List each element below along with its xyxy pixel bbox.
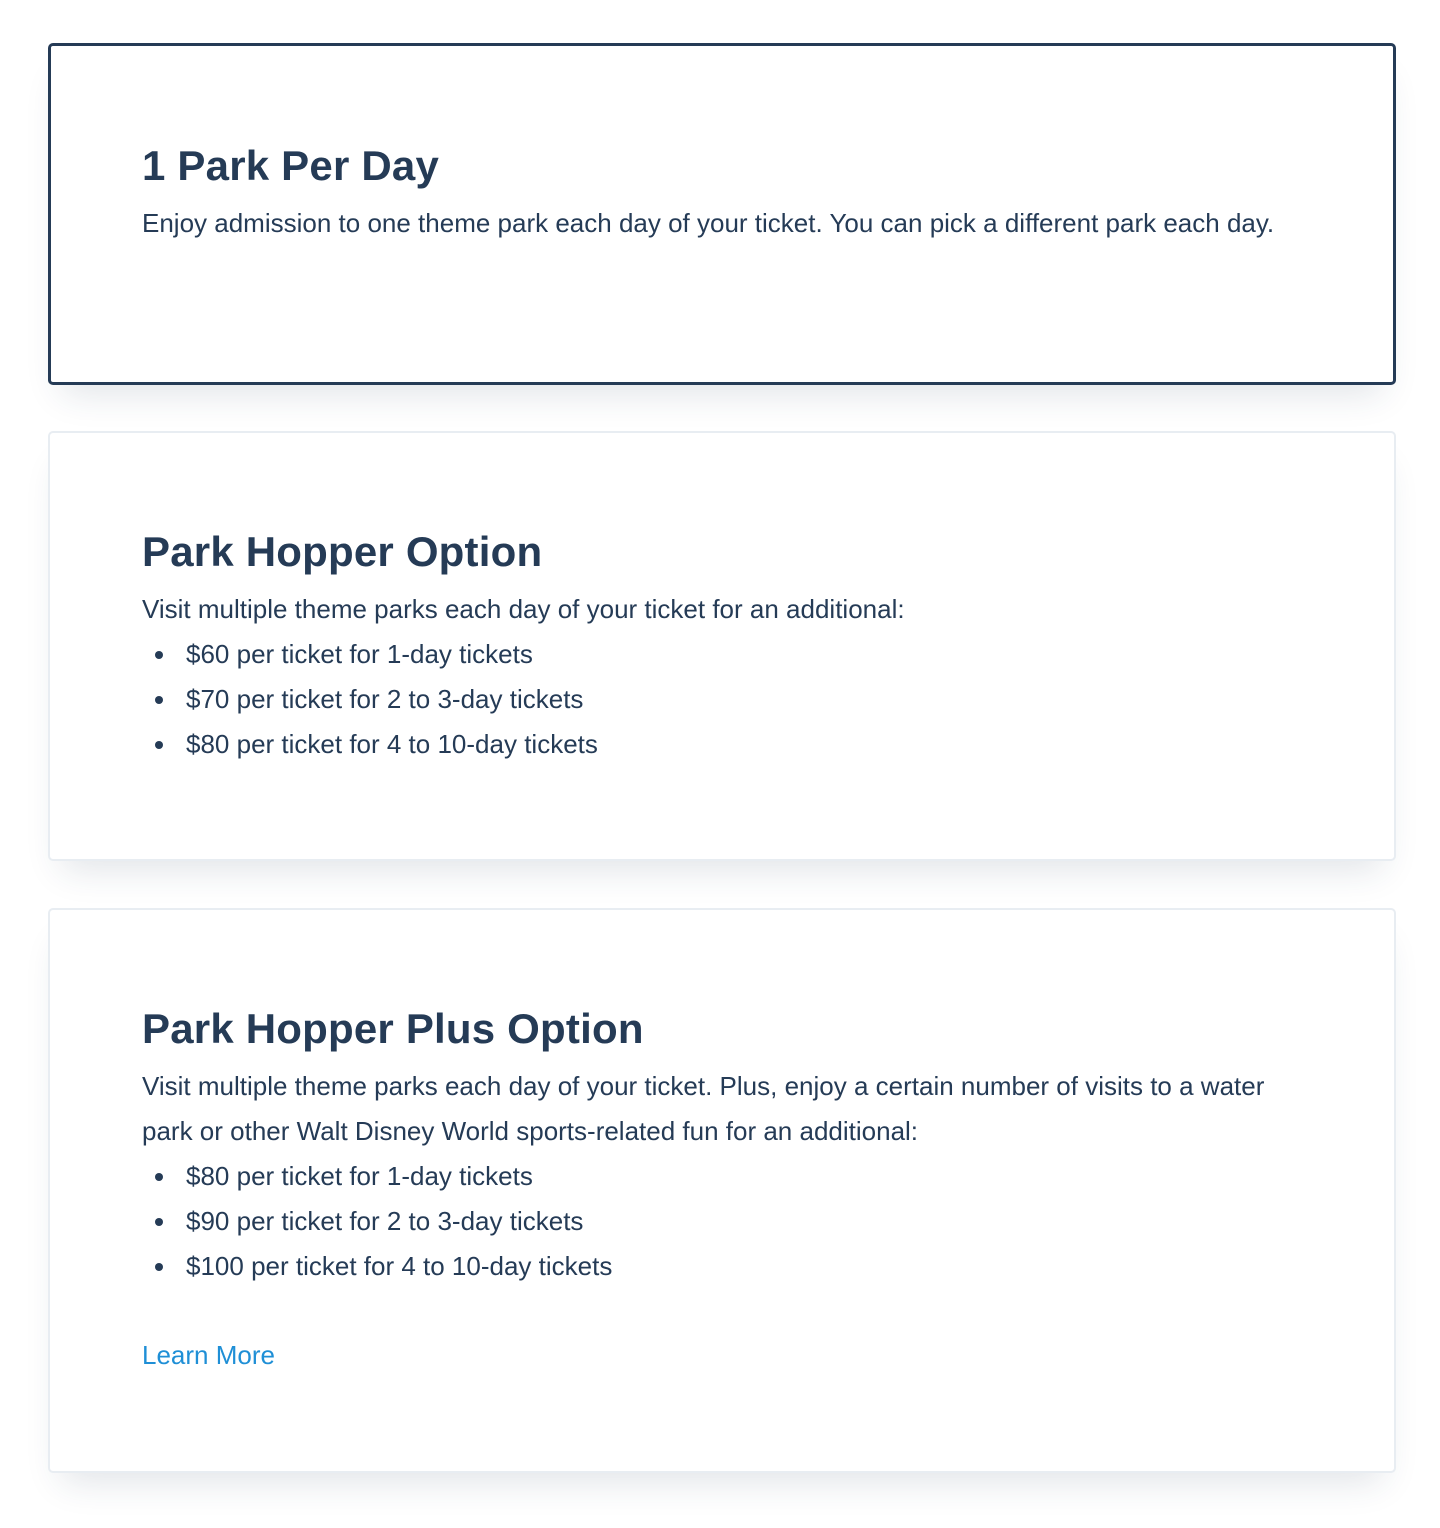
price-list xyxy=(142,632,1302,767)
price-list-item xyxy=(142,632,1302,677)
option-description: Enjoy admission to one theme park each day of your ticket. You can pick a different park each day. xyxy=(142,208,1275,238)
price-text: $80 per ticket for 1-day tickets xyxy=(186,1161,533,1191)
option-description: Visit multiple theme parks each day of your ticket. Plus, enjoy a certain number of visits to a water park or other Walt Disney World sports-related fun for an additional: xyxy=(142,1071,1265,1146)
price-text: $90 per ticket for 2 to 3-day tickets xyxy=(186,1206,584,1236)
learn-more-link[interactable]: Learn More xyxy=(142,1340,275,1370)
option-card-1-park-per-day[interactable] xyxy=(48,43,1396,385)
price-list-item xyxy=(142,722,1302,767)
option-description: Visit multiple theme parks each day of your ticket for an additional: xyxy=(142,594,905,624)
option-title: Park Hopper Plus Option xyxy=(142,1005,644,1052)
price-list xyxy=(142,1154,1302,1289)
price-text: $100 per ticket for 4 to 10-day tickets xyxy=(186,1251,613,1281)
bullet-icon xyxy=(155,651,163,659)
price-text: $70 per ticket for 2 to 3-day tickets xyxy=(186,684,584,714)
price-list-item xyxy=(142,1154,1302,1199)
option-card-park-hopper[interactable] xyxy=(48,431,1396,861)
price-list-item xyxy=(142,677,1302,722)
option-card-park-hopper-plus[interactable] xyxy=(48,908,1396,1473)
bullet-icon xyxy=(155,1218,163,1226)
bullet-icon xyxy=(155,696,163,704)
bullet-icon xyxy=(155,1263,163,1271)
option-title: 1 Park Per Day xyxy=(142,142,440,189)
price-list-item xyxy=(142,1199,1302,1244)
bullet-icon xyxy=(155,1173,163,1181)
option-title: Park Hopper Option xyxy=(142,528,543,575)
price-text: $80 per ticket for 4 to 10-day tickets xyxy=(186,729,598,759)
price-list-item xyxy=(142,1244,1302,1289)
price-text: $60 per ticket for 1-day tickets xyxy=(186,639,533,669)
bullet-icon xyxy=(155,741,163,749)
